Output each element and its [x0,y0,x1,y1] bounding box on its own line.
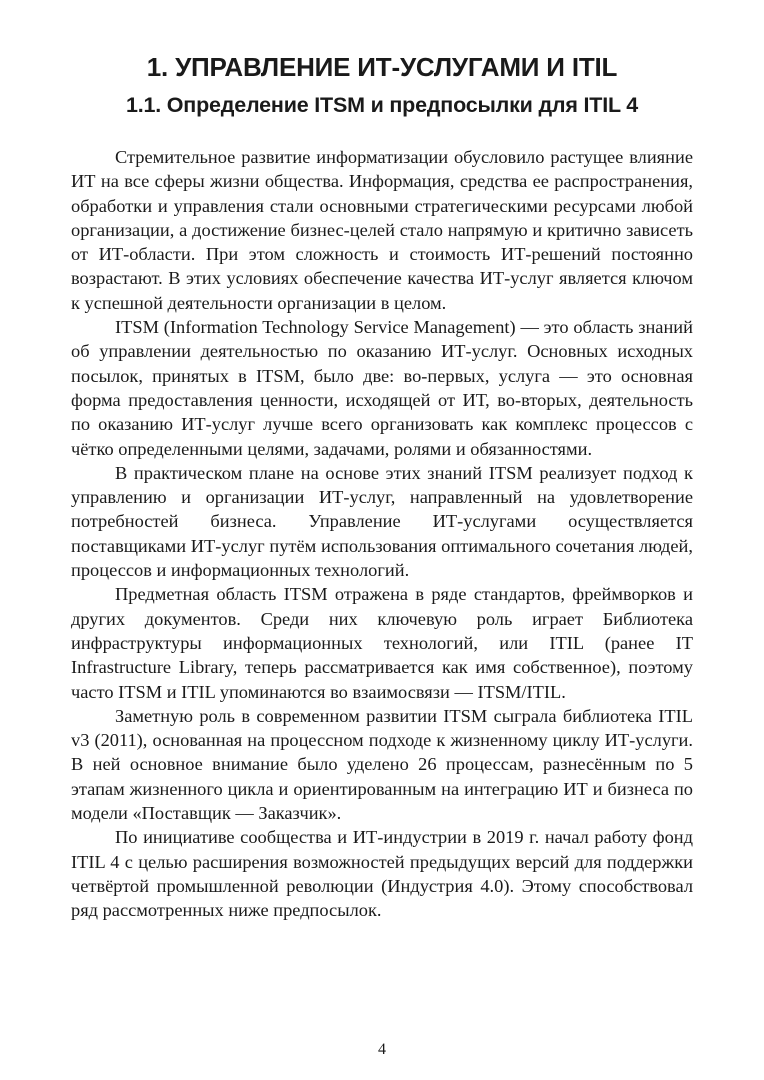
paragraph: ITSM (Information Technology Service Management) — это область знаний об управлении деятельностью по оказанию ИТ-услуг. Основных исходных посылок, принятых в ITSM, было две: во-первых, услуга — это основная форма предоставления ценности, исходящей от ИТ, во-вторых, деятельность по оказанию ИТ-услуг лучше всего организовать как комплекс процессов с чётко определенными целями, задачами, ролями и обязанностями. [71,317,693,459]
paragraph: По инициативе сообщества и ИТ-индустрии в 2019 г. начал работу фонд ITIL 4 с целью расширения возможностей предыдущих версий для поддержки четвёртой промышленной революции (Индустрия 4.0). Этому способствовал ряд рассмотренных ниже предпосылок. [71,827,693,921]
chapter-title: 1. УПРАВЛЕНИЕ ИТ-УСЛУГАМИ И ITIL [146,52,618,82]
paragraph: Стремительное развитие информатизации обусловило растущее влияние ИТ на все сферы жизни общества. Информация, средства ее распространения, обработки и управления стали основными стратегическими ресурсами любой организации, а достижение бизнес-целей стало напрямую и критично зависеть от ИТ-области. При этом сложность и стоимость ИТ-решений постоянно возрастают. В этих условиях обеспечение качества ИТ-услуг является ключом к успешной деятельности организации в целом. [71,147,693,313]
paragraph: Заметную роль в современном развитии ITSM сыграла библиотека ITIL v3 (2011), основанная на процессном подходе к жизненному циклу ИТ-услуги. В ней основное внимание было уделено 26 процессам, разнесённым по 5 этапам жизненного цикла и ориентированным на интеграцию ИТ и бизнеса по модели «Поставщик — Заказчик». [71,705,693,824]
paragraph: Предметная область ITSM отражена в ряде стандартов, фреймворков и других документов. Среди них ключевую роль играет Библиотека инфраструктуры информационных технологий, или ITIL (ранее IT Infrastructure Library, теперь рассматривается как имя собственное), поэтому часто ITSM и ITIL упоминаются во взаимосвязи — ITSM/ITIL. [71,584,693,702]
page-number: 4 [378,1041,386,1058]
body-text [71,145,693,923]
section-title: 1.1. Определение ITSM и предпосылки для ITIL 4 [125,93,639,117]
paragraph: В практическом плане на основе этих знаний ITSM реализует подход к управлению и организации ИТ-услуг, направленный на удовлетворение потребностей бизнеса. Управление ИТ-услугами осуществляется поставщиками ИТ-услуг путём использования оптимального сочетания людей, процессов и информационных технологий. [71,462,693,581]
